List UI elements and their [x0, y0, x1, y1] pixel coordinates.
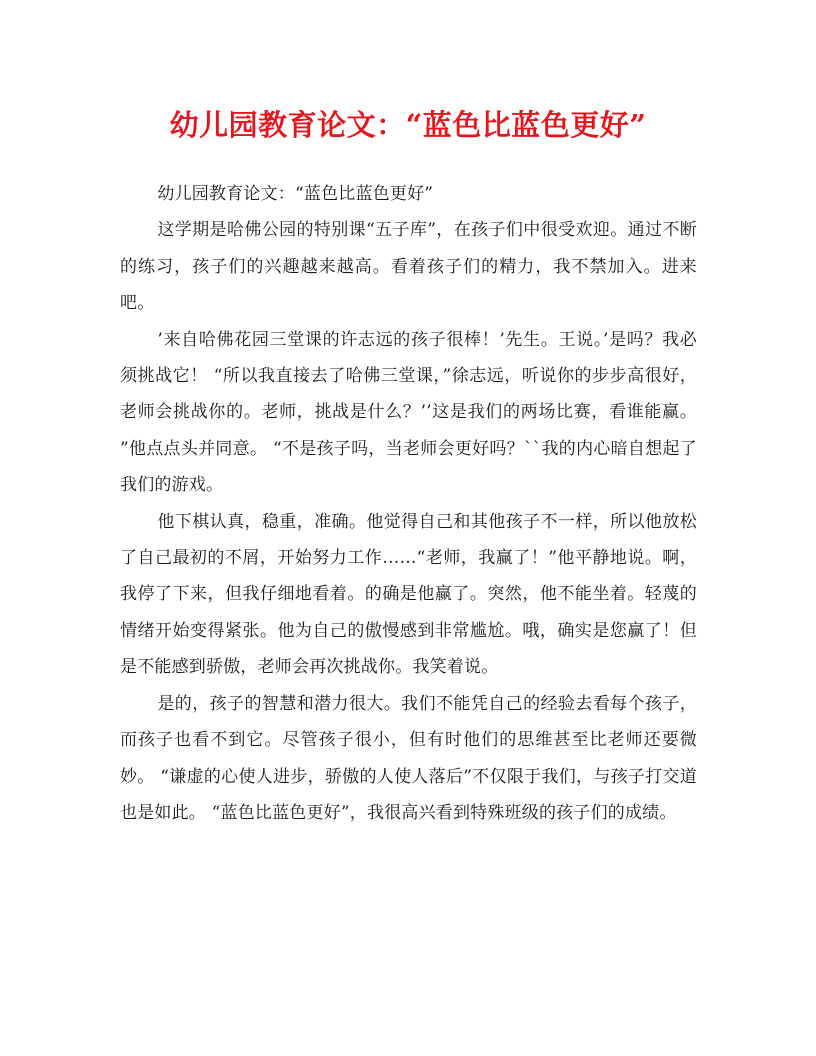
paragraph: 是的，孩子的智慧和潜力很大。我们不能凭自己的经验去看每个孩子，而孩子也看不到它。尽管孩子很小，但有时他们的思维甚至比老师还要微妙。 “谦虚的心使人进步，骄傲的人使人落后”不仅限于我们，与孩子打交道也是如此。 “蓝色比蓝色更好”，我很高兴看到特殊班级的孩子们的成绩。: [120, 693, 697, 823]
document-title: 幼儿园教育论文：“蓝色比蓝色更好”: [169, 108, 647, 142]
paragraph: 他下棋认真，稳重，准确。他觉得自己和其他孩子不一样，所以他放松了自己最初的不屑，开始努力工作……“老师，我赢了！”他平静地说。啊，我停了下来，但我仔细地看着。的确是他赢了。突然，他不能坐着。轻蔑的情绪开始变得紧张。他为自己的傲慢感到非常尴尬。哦，确实是您赢了！但是不能感到骄傲，老师会再次挑战你。我笑着说。: [120, 511, 697, 678]
paragraph: 这学期是哈佛公园的特别课“五子库”，在孩子们中很受欢迎。通过不断的练习，孩子们的兴趣越来越高。看着孩子们的精力，我不禁加入。进来吧。: [120, 220, 697, 314]
paragraph: ’来自哈佛花园三堂课的许志远的孩子很棒！’先生。王说。’是吗？我必须挑战它！ “所以我直接去了哈佛三堂课，”徐志远，听说你的步步高很好，老师会挑战你的。老师，挑战是什么？’’这是我们的两场比赛，看谁能赢。 ”他点点头并同意。 “不是孩子吗，当老师会更好吗？``我的内心暗自想起了我们的游戏。: [120, 329, 697, 496]
paragraph-subtitle: 幼儿园教育论文：“蓝色比蓝色更好”: [157, 184, 434, 204]
document-body: [120, 176, 697, 831]
